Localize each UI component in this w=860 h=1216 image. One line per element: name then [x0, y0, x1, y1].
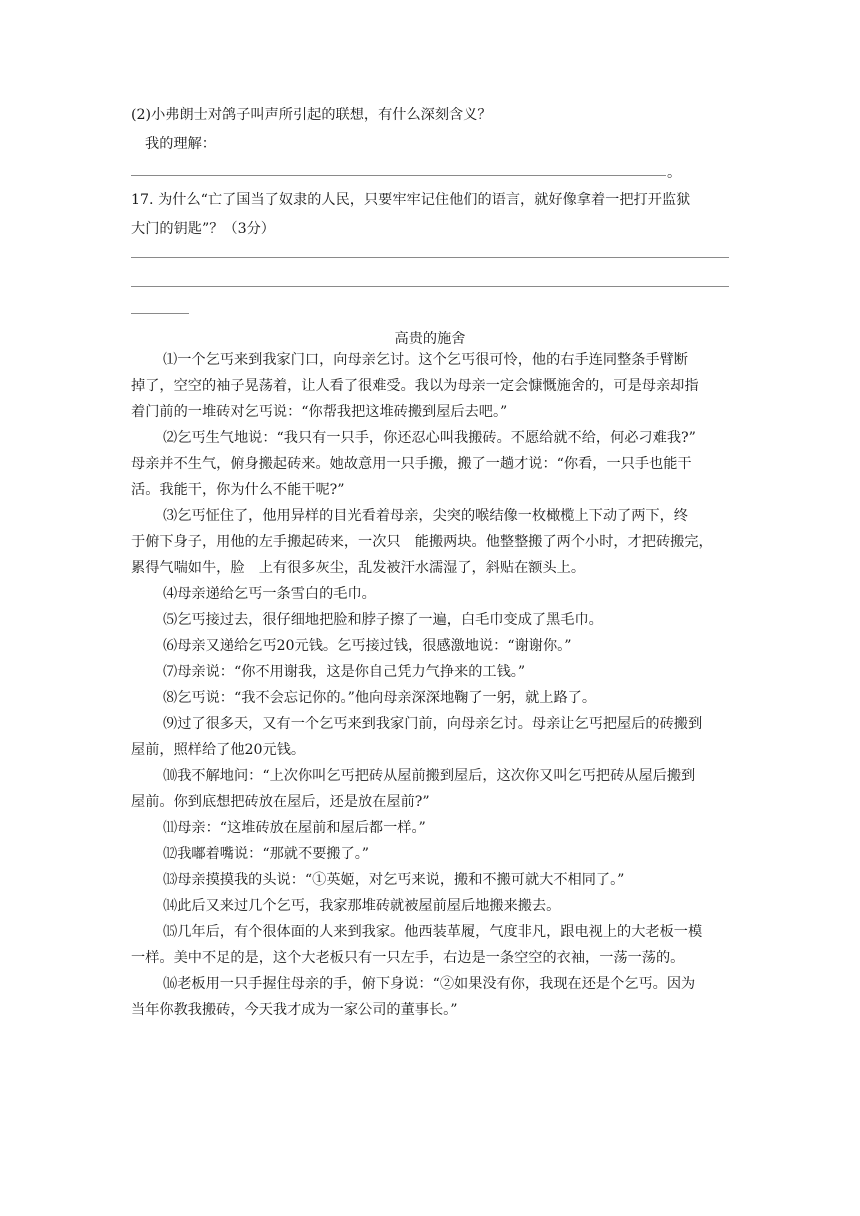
article-paragraph — [131, 607, 731, 633]
paragraph-line: ⑿我嘟着嘴说：“那就不要搬了。” — [163, 846, 370, 862]
article-paragraph — [131, 347, 731, 425]
paragraph-line: 于俯下身子，用他的左手搬起砖来，一次只 能搬两块。他整整搬了两个小时，才把砖搬完， — [131, 534, 713, 550]
paragraph-line: ⑹母亲又递给乞丐20元钱。乞丐接过钱，很感激地说：“谢谢你。” — [163, 638, 572, 654]
article-paragraph — [131, 503, 731, 581]
article-paragraph — [131, 659, 731, 685]
article-paragraph — [131, 425, 731, 503]
article-paragraph — [131, 685, 731, 711]
paragraph-line: ⒃老板用一只手握住母亲的手，俯下身说：“②如果没有你，我现在还是个乞丐。因为 — [163, 976, 696, 992]
answer-line — [131, 257, 729, 258]
article-paragraph — [131, 711, 731, 763]
paragraph-line: ⑻乞丐说：“我不会忘记你的。”他向母亲深深地鞠了一躬，就上路了。 — [163, 690, 597, 706]
answer-label: 我的理解： — [145, 136, 216, 152]
article-paragraph — [131, 763, 731, 815]
paragraph-line: ⑼过了很多天，又有一个乞丐来到我家门前，向母亲乞讨。母亲让乞丐把屋后的砖搬到 — [163, 716, 703, 732]
paragraph-line: 当年你教我搬砖，今天我才成为一家公司的董事长。” — [131, 1002, 458, 1018]
paragraph-line: 掉了，空空的袖子晃荡着，让人看了很难受。我以为母亲一定会慷慨施舍的，可是母亲却指 — [131, 378, 699, 394]
paragraph-line: 着门前的一堆砖对乞丐说：“你帮我把这堆砖搬到屋后去吧。” — [131, 404, 508, 420]
paragraph-line: ⑸乞丐接过去，很仔细地把脸和脖子擦了一遍，白毛巾变成了黑毛巾。 — [163, 612, 603, 628]
answer-line — [131, 175, 666, 176]
article-paragraph — [131, 815, 731, 841]
paragraph-line: 活。我能干，你为什么不能干呢?” — [131, 482, 345, 498]
paragraph-line: ⒀母亲摸摸我的头说：“①英姬，对乞丐来说，搬和不搬可就大不相同了。” — [163, 872, 625, 888]
article-paragraph — [131, 841, 731, 867]
paragraph-line: ⑷母亲递给乞丐一条雪白的毛巾。 — [163, 586, 376, 602]
paragraph-line: 屋前。你到底想把砖放在屋后，还是放在屋前?” — [131, 794, 430, 810]
question-16-part-2: (2)小弗朗士对鸽子叫声所引起的联想，有什么深刻含义？ — [131, 107, 492, 123]
question-17-line-1: 17. 为什么“亡了国当了奴隶的人民，只要牢牢记住他们的语言，就好像拿着一把打开监狱 — [131, 192, 691, 208]
article-paragraph — [131, 633, 731, 659]
paragraph-line: 一样。美中不足的是，这个大老板只有一只左手，右边是一条空空的衣袖，一荡一荡的。 — [131, 950, 685, 966]
article-paragraph — [131, 867, 731, 893]
paragraph-line: 屋前，照样给了他20元钱。 — [131, 742, 306, 758]
article-paragraph — [131, 971, 731, 1023]
paragraph-line: ⑽我不解地问：“上次你叫乞丐把砖从屋前搬到屋后，这次你又叫乞丐把砖从屋后搬到 — [163, 768, 696, 784]
paragraph-line: ⑵乞丐生气地说：“我只有一只手，你还忍心叫我搬砖。不愿给就不给，何必刁难我?” — [163, 430, 696, 446]
paragraph-line: ⑴一个乞丐来到我家门口，向母亲乞讨。这个乞丐很可怜，他的右手连同整条手臂断 — [163, 352, 688, 368]
answer-line — [131, 313, 189, 314]
question-17-line-2: 大门的钥匙”？（3分） — [131, 221, 275, 237]
paragraph-line: ⑾母亲：“这堆砖放在屋前和屋后都一样。” — [163, 820, 426, 836]
answer-end-mark: 。 — [667, 165, 682, 181]
article-paragraph — [131, 919, 731, 971]
paragraph-line: ⑺母亲说：“你不用谢我，这是你自己凭力气挣来的工钱。” — [163, 664, 526, 680]
paragraph-line: 累得气喘如牛，脸 上有很多灰尘，乱发被汗水濡湿了，斜贴在额头上。 — [131, 560, 586, 576]
article-body — [131, 347, 731, 1023]
paragraph-line: ⑶乞丐怔住了，他用异样的目光看着母亲，尖突的喉结像一枚橄榄上下动了两下，终 — [163, 508, 688, 524]
article-title: 高贵的施舍 — [394, 331, 466, 347]
answer-line — [131, 286, 729, 287]
paragraph-line: ⒂几年后，有个很体面的人来到我家。他西装革履，气度非凡，跟电视上的大老板一模 — [163, 924, 703, 940]
paragraph-line: 母亲并不生气，俯身搬起砖来。她故意用一只手搬，搬了一趟才说：“你看，一只手也能干 — [131, 456, 692, 472]
article-paragraph — [131, 581, 731, 607]
article-paragraph — [131, 893, 731, 919]
paragraph-line: ⒁此后又来过几个乞丐，我家那堆砖就被屋前屋后地搬来搬去。 — [163, 898, 561, 914]
